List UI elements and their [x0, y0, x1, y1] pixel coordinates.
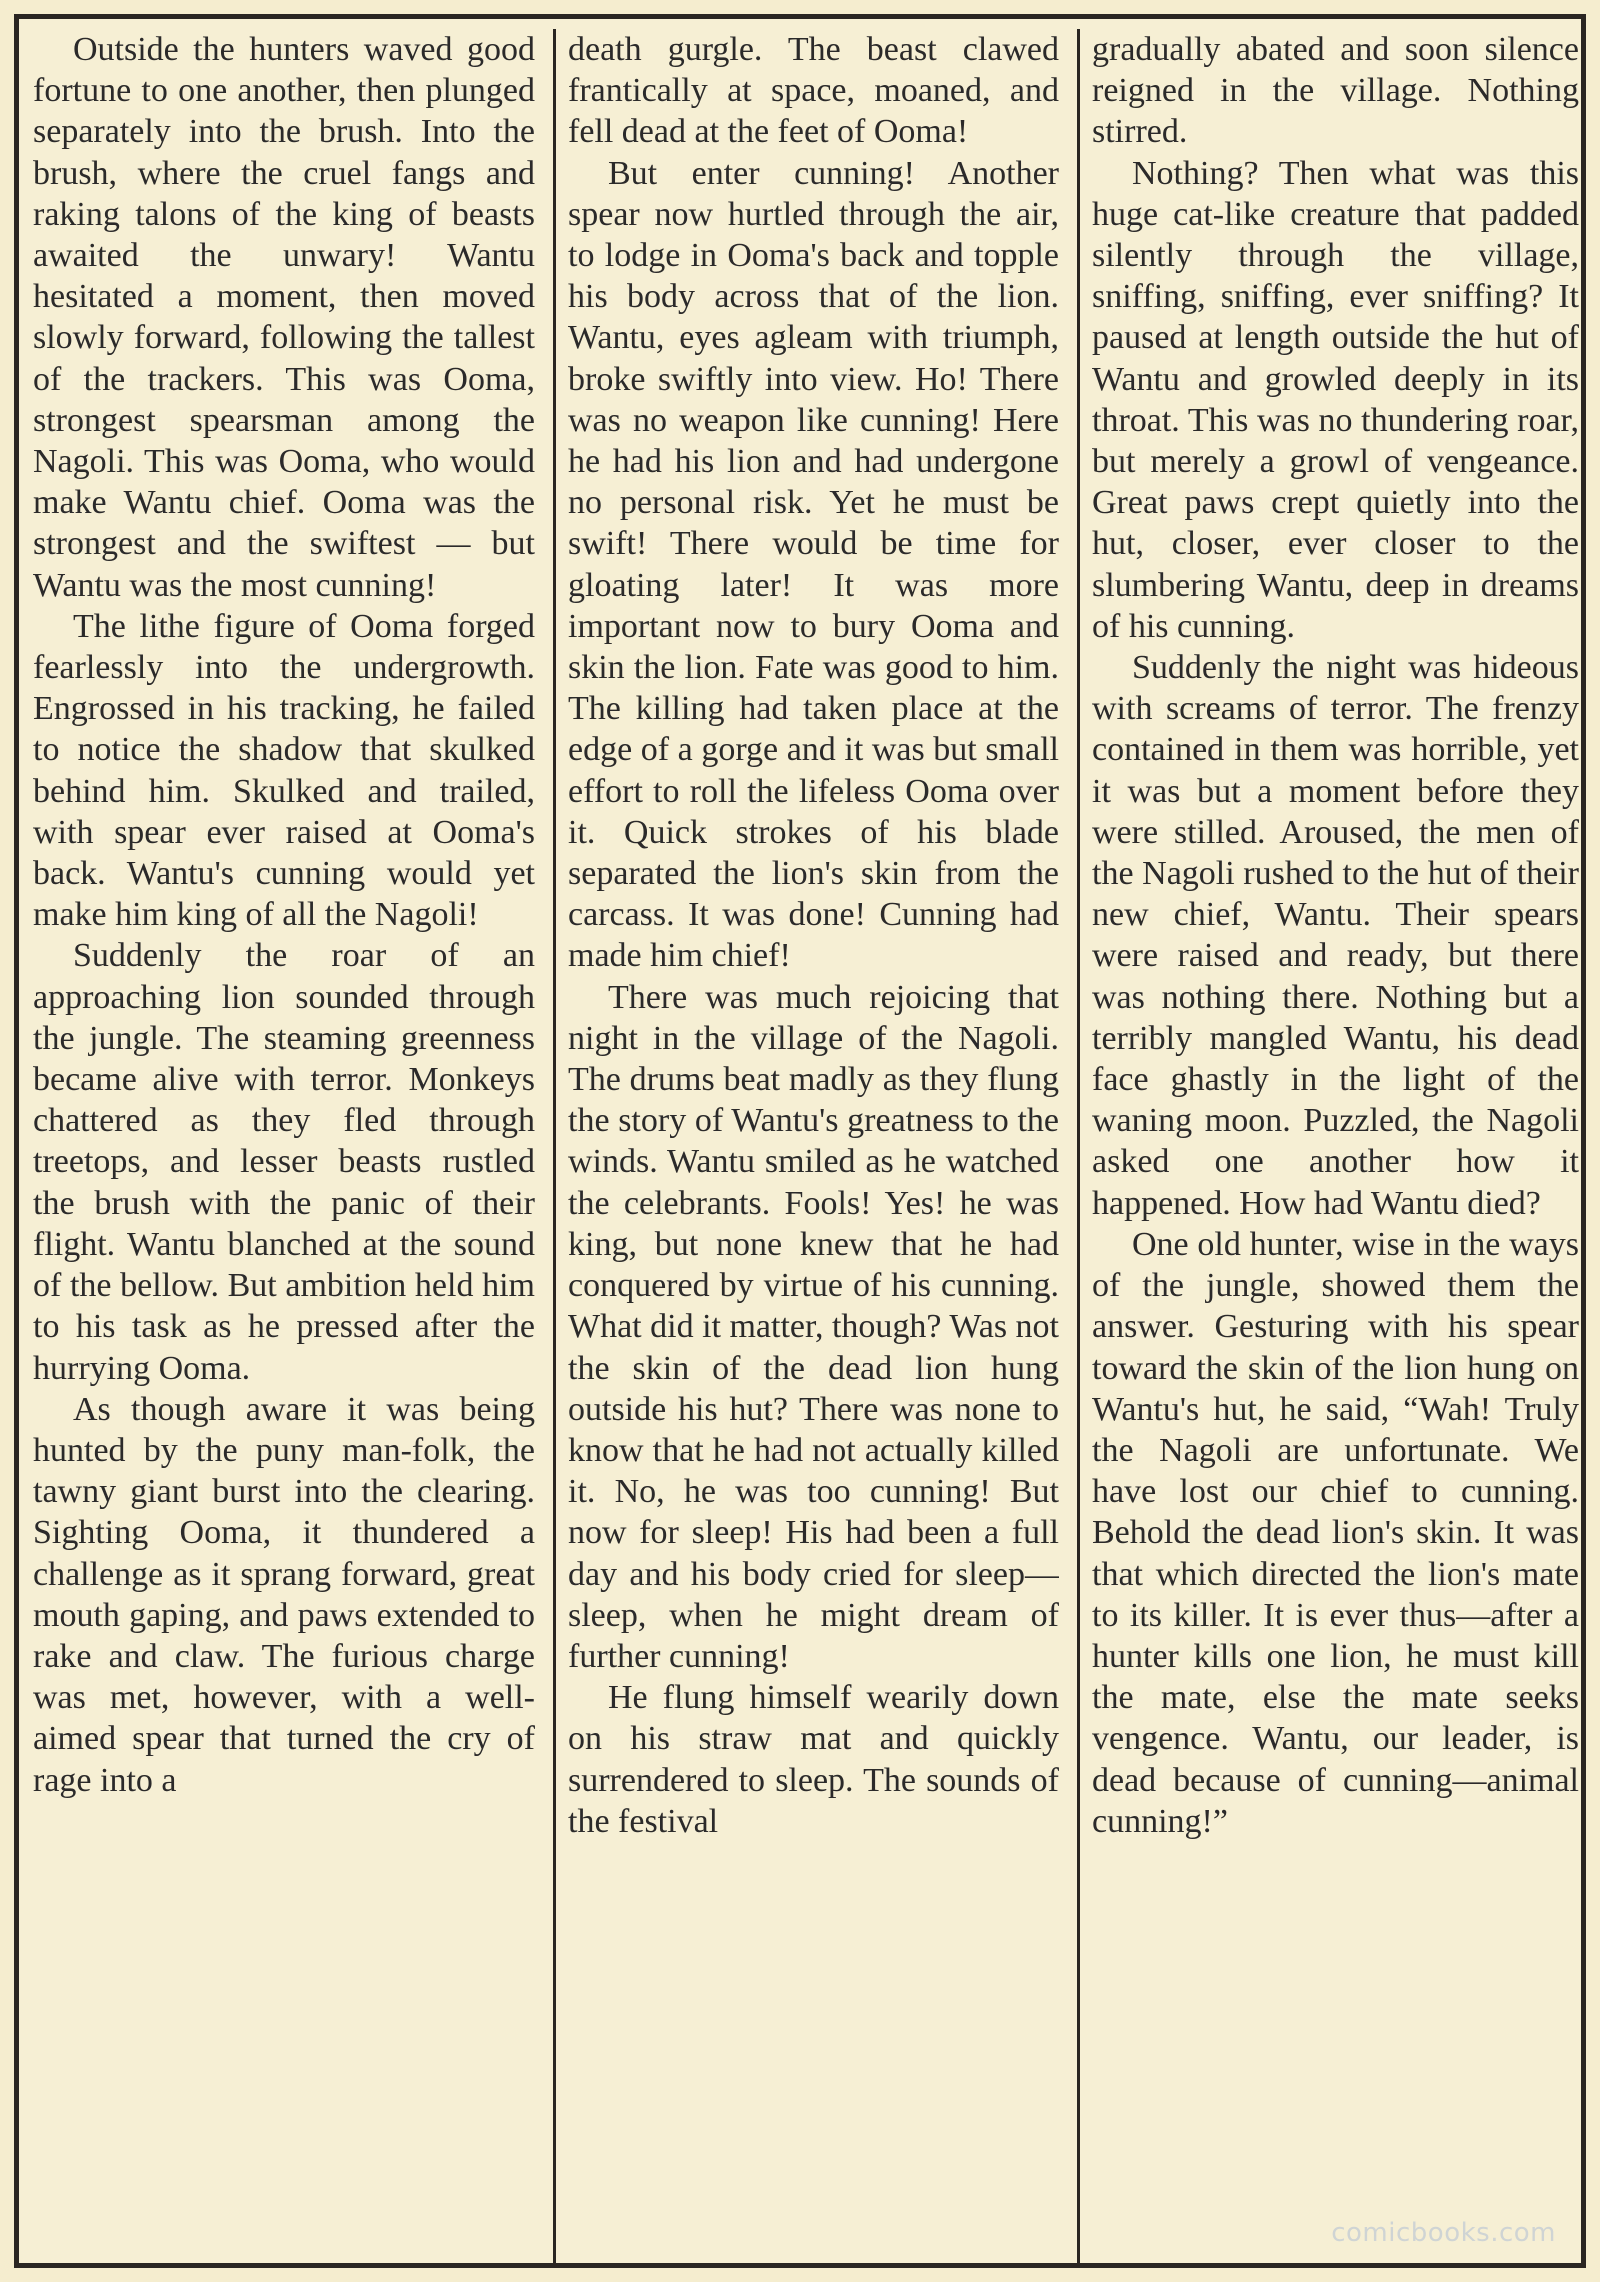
column-3-text [1092, 29, 1579, 1842]
text-columns [33, 29, 1579, 2265]
watermark-text: comicbooks.com [1331, 2218, 1556, 2248]
paragraph: The lithe figure of Ooma forged fearlessly into the undergrowth. Engrossed in his tracking, he failed to notice the shadow that skulked behind him. Skulked and trailed, with spear ever raised at Ooma's back. Wantu's cunning would yet make him king of all the Nagoli! [33, 607, 535, 934]
paragraph: Suddenly the night was hideous with screams of terror. The frenzy contained in them was horrible, yet it was but a moment before they were stilled. Aroused, the men of the Nagoli rushed to the hut of their new chief, Wantu. Their spears were raised and ready, but there was nothing there. Nothing but a terribly mangled Wantu, his dead face ghastly in the light of the waning moon. Puzzled, the Nagoli asked one another how it happened. How had Wantu died? [1092, 649, 1579, 1222]
paragraph: Outside the hunters waved good fortune to one another, then plunged separately into the brush. Into the brush, where the cruel fangs and raking talons of the king of beasts awaited the unwary! Wantu hesitated a moment, then moved slowly forward, following the tallest of the trackers. This was Ooma, strongest spearsman among the Nagoli. This was Ooma, who would make Wantu chief. Ooma was the strongest and the swiftest — but Wantu was the most cunning! [33, 31, 535, 604]
paragraph: One old hunter, wise in the ways of the jungle, showed them the answer. Gesturing with his spear toward the skin of the lion hung on Wantu's hut, he said, “Wah! Truly the Nagoli are unfortunate. We have lost our chief to cunning. Behold the dead lion's skin. It was that which directed the lion's mate to its killer. It is ever thus—after a hunter kills one lion, he must kill the mate, else the mate seeks vengence. Wantu, our leader, is dead because of cunning—animal cunning!” [1092, 1225, 1579, 1840]
column-2-text [568, 29, 1059, 1842]
column-3 [1077, 29, 1579, 2265]
paragraph: He flung himself wearily down on his straw mat and quickly surrendered to sleep. The sounds of the festival [568, 1679, 1059, 1840]
paragraph: There was much rejoicing that night in the village of the Nagoli. The drums beat madly as they flung the story of Wantu's greatness to the winds. Wantu smiled as he watched the celebrants. Fools! Yes! he was king, but none knew that he had conquered by virtue of his cunning. What did it matter, though? Was not the skin of the dead lion hung outside his hut? There was none to know that he had not actually killed it. No, he was too cunning! But now for sleep! His had been a full day and his body cried for sleep—sleep, when he might dream of further cunning! [568, 978, 1059, 1675]
column-1 [33, 29, 535, 2265]
paragraph: Suddenly the roar of an approaching lion sounded through the jungle. The steaming greenness became alive with terror. Monkeys chattered as they fled through treetops, and lesser beasts rustled the brush with the panic of their flight. Wantu blanched at the sound of the bellow. But ambition held him to his task as he pressed after the hurrying Ooma. [33, 937, 535, 1387]
page-border-frame [14, 14, 1586, 2268]
column-1-text [33, 29, 535, 1801]
paragraph: As though aware it was being hunted by the puny man-folk, the tawny giant burst into the clearing. Sighting Ooma, it thundered a challenge as it sprang forward, great mouth gaping, and paws extended to rake and claw. The furious charge was met, however, with a well-aimed spear that turned the cry of rage into a [33, 1390, 535, 1799]
paragraph: Nothing? Then what was this huge cat-like creature that padded silently through the village, sniffing, sniffing, ever sniffing? It paused at length outside the hut of Wantu and growled deeply in its throat. This was no thundering roar, but merely a growl of vengeance. Great paws crept quietly into the hut, closer, ever closer to the slumbering Wantu, deep in dreams of his cunning. [1092, 154, 1579, 645]
paragraph: But enter cunning! Another spear now hurtled through the air, to lodge in Ooma's back and topple his body across that of the lion. Wantu, eyes agleam with triumph, broke swiftly into view. Ho! There was no weapon like cunning! Here he had his lion and had undergone no personal risk. Yet he must be swift! There would be time for gloating later! It was more important now to bury Ooma and skin the lion. Fate was good to him. The killing had taken place at the edge of a gorge and it was but small effort to roll the lifeless Ooma over it. Quick strokes of his blade separated the lion's skin from the carcass. It was done! Cunning had made him chief! [568, 154, 1059, 975]
column-2 [553, 29, 1059, 2265]
paragraph: gradually abated and soon silence reigned in the village. Nothing stirred. [1092, 31, 1579, 151]
paragraph: death gurgle. The beast clawed frantically at space, moaned, and fell dead at the feet of Ooma! [568, 31, 1059, 151]
